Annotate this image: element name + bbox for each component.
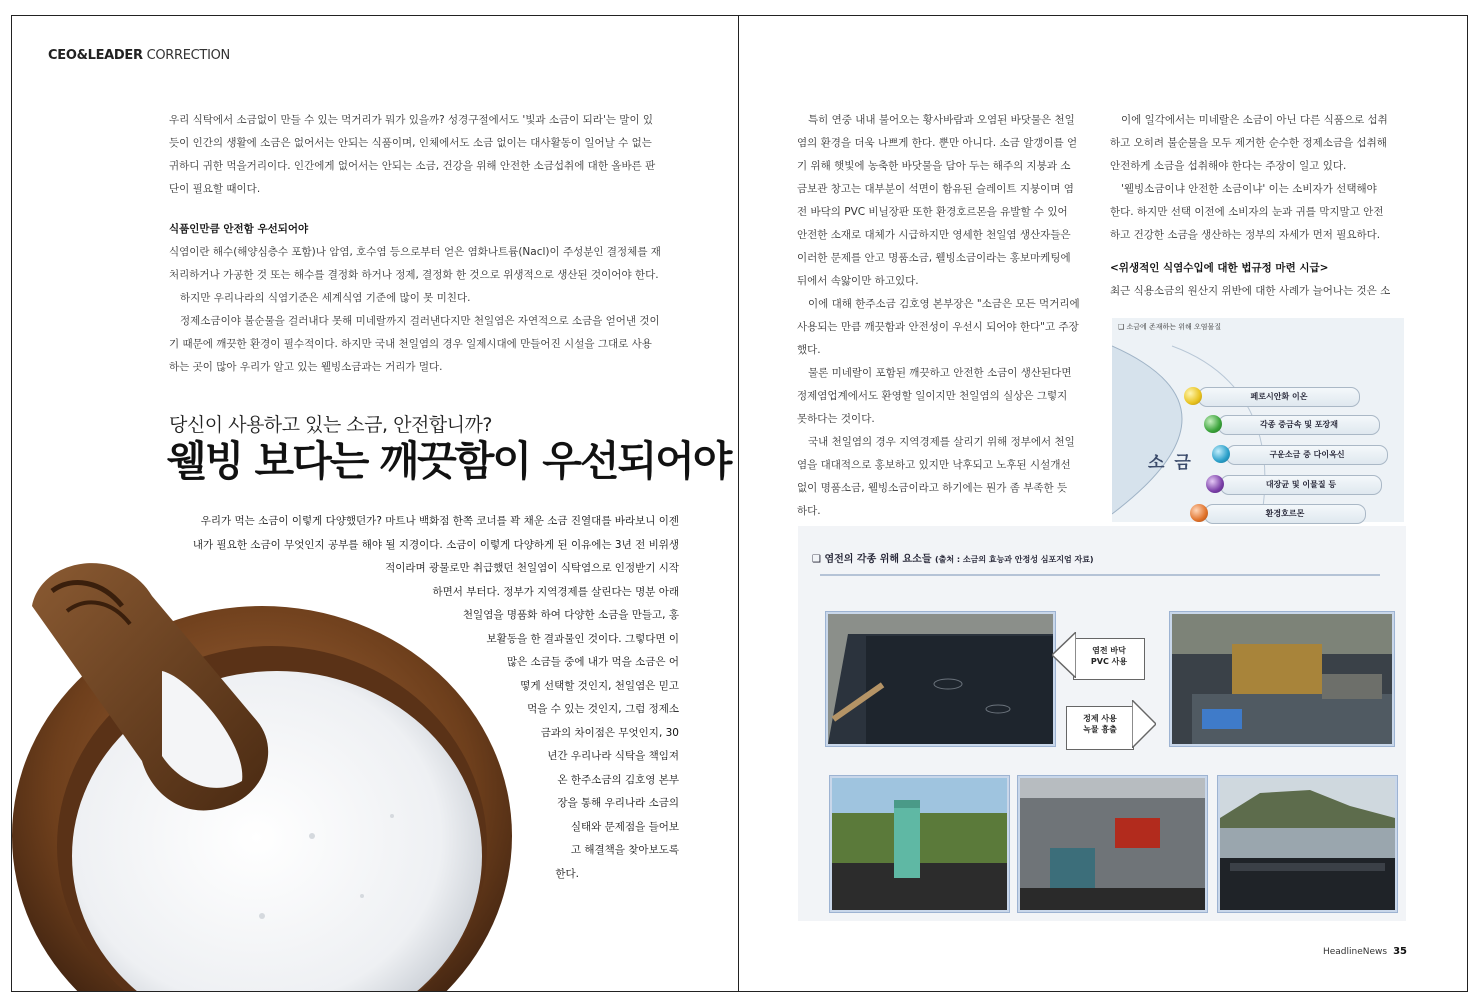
text-line: 정제소금이야 불순물을 걸러내다 못해 미네랄까지 걸러낸다지만 천일염은 자연적으로 소금을 얻어낸 것이 bbox=[180, 315, 660, 327]
text-line: 하지만 우리나라의 식염기준은 세계식염 기준에 많이 못 미친다. bbox=[180, 292, 471, 304]
text-line: 식염이란 해수(해양심층수 포함)나 암염, 호수염 등으로부터 얻은 염화나트륨(Nacl)이 주성분인 결정체를 재 bbox=[169, 246, 661, 258]
diagram-item: 구운소금 중 다이옥신 bbox=[1226, 445, 1388, 465]
text-line: 실태와 문제점을 들어보 bbox=[570, 820, 679, 833]
text-line: 천일염을 명품화 하여 다양한 소금을 만들고, 홍 bbox=[462, 609, 679, 621]
magazine-spread bbox=[11, 15, 1468, 992]
arrow-left-icon bbox=[1052, 632, 1076, 678]
text-line: 최근 식용소금의 원산지 위반에 대한 사례가 늘어나는 것은 소 bbox=[1110, 285, 1391, 297]
text-line: 하면서 부터다. 정부가 지역경제를 살린다는 명분 아래 bbox=[432, 585, 679, 598]
text-line: 기 위해 햇빛에 농축한 바닷물을 담아 두는 해주의 지붕과 소 bbox=[797, 160, 1071, 172]
text-line: 이러한 문제를 안고 명품소금, 웰빙소금이라는 홍보마케팅에 bbox=[797, 252, 1071, 264]
text-line: 사용되는 만큼 깨끗함과 안전성이 우선시 되어야 한다"고 주장 bbox=[797, 321, 1079, 333]
photo-pvc-floor bbox=[826, 612, 1055, 746]
right-column-1 bbox=[797, 109, 1091, 523]
right-column-2 bbox=[1110, 109, 1406, 303]
text-line: 고 해결책을 찾아보도록 bbox=[570, 844, 679, 856]
text-line: 없이 명품소금, 웰빙소금이라고 하기에는 뭔가 좀 부족한 듯 bbox=[797, 482, 1068, 494]
text-line: 전 바닥의 PVC 비닐장판 또한 환경호르몬을 유발할 수 있어 bbox=[797, 206, 1068, 218]
text-line: 한다. 하지만 선택 이전에 소비자의 눈과 귀를 막지말고 안전 bbox=[1110, 206, 1384, 218]
text-line: 금과의 차이점은 무엇인지, 30 bbox=[540, 726, 679, 739]
text-line: 국내 천일염의 경우 지역경제를 살리기 위해 정부에서 천일 bbox=[808, 436, 1075, 448]
diagram-item: 페로시안화 이온 bbox=[1198, 387, 1360, 407]
page-footer bbox=[1323, 946, 1407, 957]
text-line: 안전한 소재로 대체가 시급하지만 영세한 천일염 생산자들은 bbox=[797, 229, 1071, 241]
text-line: 한다. bbox=[555, 867, 579, 880]
text-line: 하다. bbox=[797, 505, 821, 517]
text-line: 귀하디 귀한 먹을거리이다. 인간에게 없어서는 안되는 소금, 건강을 위해 안전한 소금섭취에 대한 올바른 판 bbox=[169, 160, 656, 172]
page-number: 35 bbox=[1393, 946, 1407, 957]
salt-farm-hazard-panel bbox=[798, 526, 1406, 921]
page-fold bbox=[738, 16, 739, 991]
brand-label: CEO&LEADER bbox=[48, 48, 143, 63]
contaminant-diagram bbox=[1112, 318, 1404, 522]
panel-title: ❑ 염전의 각종 위해 요소들 (출처 : 소금의 효능과 안정성 심포지엄 자료) bbox=[812, 554, 1094, 565]
text-line: 하고 오히려 불순물을 모두 제거한 순수한 정제소금을 섭취해 bbox=[1110, 137, 1387, 149]
text-line: 장을 통해 우리나라 소금의 bbox=[557, 797, 679, 809]
lead-paragraph bbox=[169, 510, 679, 886]
text-line: 기 때문에 깨끗한 환경이 필수적이다. 하지만 국내 천일염의 경우 일제시대에 만들어진 시설을 그대로 사용 bbox=[169, 338, 652, 350]
text-line: 이에 일각에서는 미네랄은 소금이 아닌 다른 식품으로 섭취 bbox=[1121, 114, 1388, 126]
panel-source: (출처 : 소금의 효능과 안정성 심포지엄 자료) bbox=[934, 555, 1094, 564]
subhead: 식품인만큼 안전함 우선되어야 bbox=[169, 223, 309, 235]
photo-salt-field-machine bbox=[1018, 776, 1207, 912]
photo-portable-toilet bbox=[830, 776, 1009, 912]
callout-rust: 정제 사용 녹물 흉출 bbox=[1066, 706, 1134, 750]
text-line: 하는 곳이 많아 우리가 알고 있는 웰빙소금과는 거리가 멀다. bbox=[169, 361, 443, 373]
section-food-safety bbox=[169, 218, 679, 379]
arrow-right-icon bbox=[1132, 700, 1156, 748]
diagram-center-label: 소 금 bbox=[1148, 453, 1193, 473]
text-line: 안전하게 소금을 섭취해야 한다는 주장이 일고 있다. bbox=[1110, 160, 1347, 172]
item-dot-icon bbox=[1212, 445, 1230, 463]
diagram-item: 환경호르몬 bbox=[1204, 504, 1366, 524]
diagram-item: 각종 중금속 및 포장재 bbox=[1218, 415, 1380, 435]
intro-paragraph bbox=[169, 109, 679, 201]
divider bbox=[820, 574, 1380, 576]
publication-name: HeadlineNews bbox=[1322, 947, 1388, 957]
photo-rusty-pipe bbox=[1170, 612, 1394, 746]
text-line: 이에 대해 한주소금 김호영 본부장은 "소금은 모든 먹거리에 bbox=[808, 298, 1080, 310]
kicker-title: 당신이 사용하고 있는 소금, 안전합니까? bbox=[169, 414, 492, 436]
text-line: 떻게 선택할 것인지, 천일염은 믿고 bbox=[520, 679, 679, 692]
text-line: 염의 환경을 더욱 나쁘게 한다. 뿐만 아니다. 소금 알갱이를 얻 bbox=[797, 137, 1078, 149]
text-line: 했다. bbox=[797, 344, 821, 356]
section-label: CORRECTION bbox=[146, 48, 230, 63]
text-line: 우리 식탁에서 소금없이 만들 수 있는 먹거리가 뭐가 있을까? 성경구절에서도 '빛과 소금이 되라'는 말이 있 bbox=[169, 114, 654, 126]
text-line: 보활동을 한 결과물인 것이다. 그렇다면 이 bbox=[486, 632, 679, 645]
text-line: '웰빙소금이냐 안전한 소금이냐' 이는 소비자가 선택해야 bbox=[1121, 183, 1377, 195]
text-line: 뒤에서 속앓이만 하고있다. bbox=[797, 275, 919, 287]
text-line: 먹을 수 있는 것인지, 그럼 정제소 bbox=[527, 703, 679, 715]
text-line: 특히 연중 내내 불어오는 황사바람과 오염된 바닷물은 천일 bbox=[808, 114, 1075, 126]
text-line: 단이 필요할 때이다. bbox=[169, 183, 261, 195]
item-dot-icon bbox=[1204, 415, 1222, 433]
item-dot-icon bbox=[1190, 504, 1208, 522]
text-line: 물론 미네랄이 포함된 깨끗하고 안전한 소금이 생산된다면 bbox=[808, 367, 1072, 379]
text-line: 온 한주소금의 김호영 본부 bbox=[557, 773, 679, 786]
callout-pvc: 염전 바닥 PVC 사용 bbox=[1073, 638, 1145, 680]
text-line: 하고 건강한 소금을 생산하는 정부의 자세가 먼저 필요하다. bbox=[1110, 229, 1381, 241]
headline: 웰빙 보다는 깨끗함이 우선되어야 bbox=[167, 437, 731, 485]
subhead: <위생적인 식염수입에 대한 법규정 마련 시급> bbox=[1110, 262, 1329, 274]
item-dot-icon bbox=[1206, 475, 1224, 493]
photo-salt-pans bbox=[1218, 776, 1397, 912]
text-line: 처리하거나 가공한 것 또는 해수를 결정화 하거나 정제, 결정화 한 것으로 위생적으로 생산된 것이어야 한다. bbox=[169, 269, 659, 281]
text-line: 년간 우리나라 식탁을 책임져 bbox=[547, 750, 679, 762]
text-line: 우리가 먹는 소금이 이렇게 다양했던가? 마트나 백화점 한쪽 코너를 꽉 채운 소금 진열대를 바라보니 이젠 bbox=[200, 515, 679, 527]
text-line: 못하다는 것이다. bbox=[797, 413, 875, 425]
text-line: 금보관 창고는 대부분이 석면이 함유된 슬레이트 지붕이며 염 bbox=[797, 183, 1074, 195]
section-header bbox=[48, 48, 230, 63]
item-dot-icon bbox=[1184, 387, 1202, 405]
text-line: 정제염업계에서도 환영할 일이지만 천일염의 실상은 그렇지 bbox=[797, 390, 1068, 402]
text-line: 듯이 인간의 생활에 소금은 없어서는 안되는 식품이며, 인체에서도 소금 없이는 대사활동이 일어날 수 없는 bbox=[169, 137, 652, 149]
text-line: 적이라며 광물로만 취급했던 천일염이 식탁염으로 인정받기 시작 bbox=[385, 562, 679, 574]
diagram-item: 대장균 및 이물질 등 bbox=[1220, 475, 1382, 495]
text-line: 염을 대대적으로 홍보하고 있지만 낙후되고 노후된 시설개선 bbox=[797, 459, 1071, 471]
text-line: 내가 필요한 소금이 무엇인지 공부를 해야 될 지경이다. 소금이 이렇게 다양하게 된 이유에는 3년 전 비위생 bbox=[192, 538, 679, 551]
text-line: 많은 소금들 중에 내가 먹을 소금은 어 bbox=[506, 656, 679, 668]
diagram-title: ❑ 소금에 존재하는 위해 오염물질 bbox=[1118, 323, 1222, 331]
